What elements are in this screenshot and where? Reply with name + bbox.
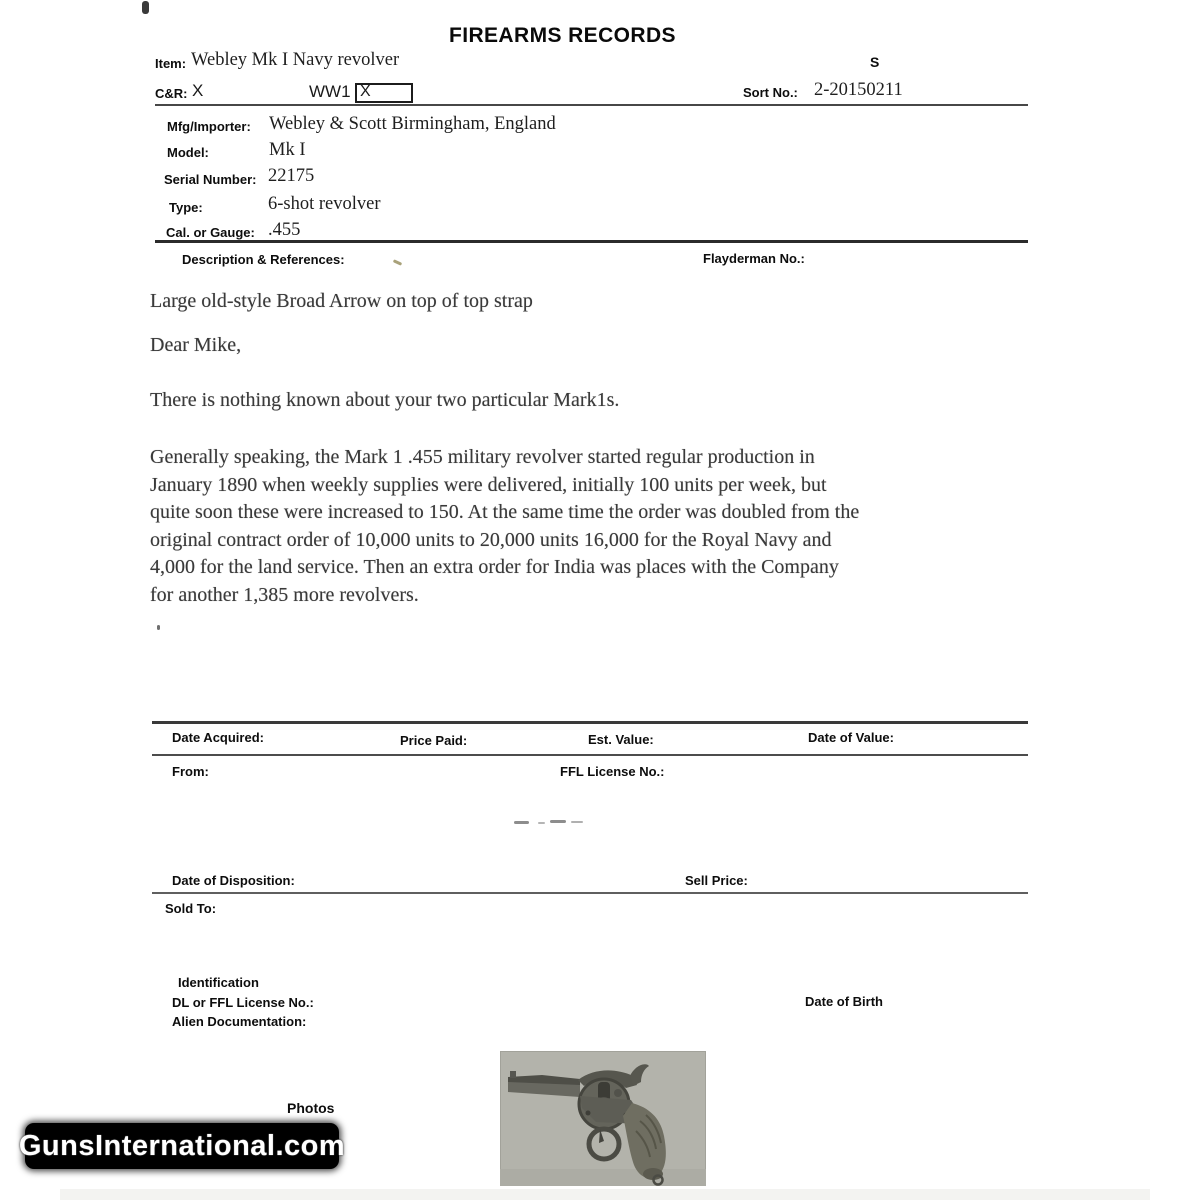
description-label: Description & References: [182, 252, 345, 267]
scan-artifact-bottom-strip [60, 1189, 1150, 1200]
item-label: Item: [155, 56, 187, 71]
field-label: Model: [167, 145, 209, 160]
scan-artifact-dot [157, 625, 160, 630]
ww1-checkbox-value: X [360, 83, 371, 100]
alien-documentation-label: Alien Documentation: [172, 1014, 307, 1029]
date-of-birth-label: Date of Birth [805, 994, 883, 1009]
date-of-disposition-label: Date of Disposition: [172, 873, 295, 888]
page-title: FIREARMS RECORDS [449, 24, 676, 47]
divider-details [155, 240, 1028, 243]
identification-label: Identification [178, 975, 259, 990]
from-label: From: [172, 764, 209, 779]
ww1-label: WW1 [309, 82, 351, 101]
sort-no-value: 2-20150211 [814, 80, 903, 100]
flayderman-label: Flayderman No.: [703, 251, 805, 266]
ffl-license-label: FFL License No.: [560, 764, 665, 779]
date-acquired-label: Date Acquired: [172, 730, 264, 745]
divider-disposition [152, 892, 1028, 894]
field-value: .455 [268, 220, 301, 240]
s-mark: S [870, 54, 880, 70]
letter-line: 4,000 for the land service. Then an extra order for India was places with the Company [150, 556, 839, 579]
letter-line: quite soon these were increased to 150. At the same time the order was doubled from the [150, 501, 860, 524]
ww1-checkbox [355, 83, 413, 103]
field-value: Webley & Scott Birmingham, England [269, 114, 556, 134]
divider-acquisition-top [152, 721, 1028, 724]
date-of-value-label: Date of Value: [808, 730, 894, 745]
revolver-photo [500, 1051, 706, 1186]
cr-value: X [192, 81, 204, 100]
sell-price-label: Sell Price: [685, 873, 748, 888]
divider-top [155, 104, 1028, 106]
item-value: Webley Mk I Navy revolver [191, 50, 400, 70]
watermark-text: GunsInternational.com [18, 1129, 346, 1162]
letter-paragraph-2 [150, 444, 859, 610]
cr-label: C&R: [155, 86, 188, 101]
field-label: Serial Number: [164, 172, 257, 187]
letter-salutation: Dear Mike, [150, 334, 242, 356]
letter-paragraph-1: There is nothing known about your two particular Mark1s. [150, 389, 620, 411]
divider-acquisition-bottom [152, 754, 1028, 756]
field-value: 6-shot revolver [268, 194, 381, 214]
field-value: Mk I [269, 140, 306, 160]
dl-ffl-label: DL or FFL License No.: [172, 995, 314, 1010]
letter-line: original contract order of 10,000 units to 20,000 units 16,000 for the Royal Navy and [150, 528, 832, 551]
field-label: Mfg/Importer: [167, 119, 251, 134]
sold-to-label: Sold To: [165, 901, 217, 916]
scan-artifact-speck [142, 1, 149, 14]
field-value: 22175 [268, 166, 315, 186]
photos-label: Photos [287, 1100, 335, 1116]
price-paid-label: Price Paid: [400, 733, 468, 748]
sort-no-label: Sort No.: [743, 85, 798, 100]
letter-line: January 1890 when weekly supplies were delivered, initially 100 units per week, but [150, 473, 827, 496]
field-label: Type: [169, 200, 203, 215]
field-label: Cal. or Gauge: [166, 225, 255, 240]
gunsinternational-watermark [18, 1123, 346, 1169]
letter-line: Generally speaking, the Mark 1 .455 military revolver started regular production in [150, 446, 815, 468]
letter-line: for another 1,385 more revolvers. [150, 583, 419, 606]
est-value-label: Est. Value: [588, 732, 654, 747]
scan-artifact-tick [393, 259, 402, 266]
description-text: Large old-style Broad Arrow on top of top strap [150, 290, 533, 312]
